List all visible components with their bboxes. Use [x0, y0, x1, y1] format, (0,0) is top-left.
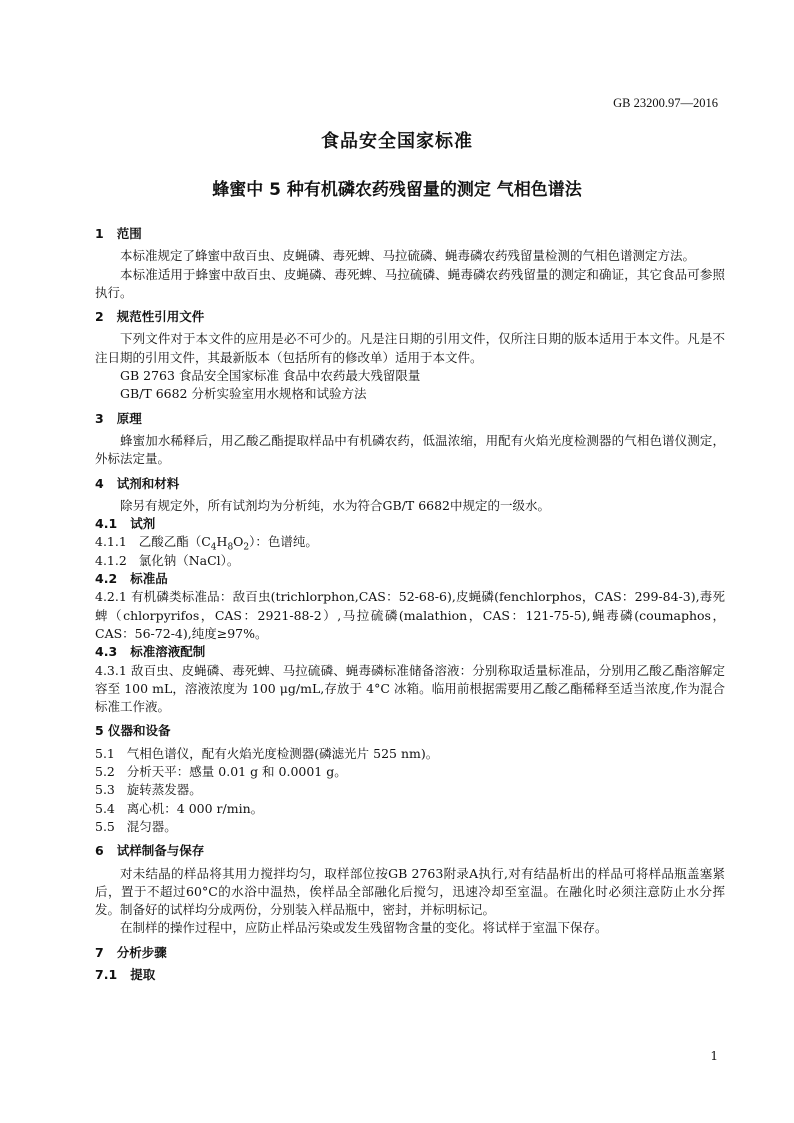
standard-code: GB 23200.97—2016 [613, 96, 718, 110]
document-body [95, 219, 725, 984]
reagent-item-nacl: 4.1.2 氯化钠（NaCl）。 [95, 552, 240, 568]
apparatus-item: 5.3 旋转蒸发器。 [95, 782, 202, 798]
section-heading-scope: 1 范围 [95, 226, 142, 241]
reagents-paragraph: 除另有规定外，所有试剂均为分析纯，水为符合GB/T 6682中规定的一级水。 [120, 497, 551, 513]
page-title: 食品安全国家标准 [321, 131, 473, 152]
subsection-heading-solutions: 4.3 标准溶液配制 [95, 644, 206, 660]
section-heading-reagents: 4 试剂和材料 [95, 475, 180, 491]
section-heading-analysis: 7 分析步骤 [95, 944, 167, 960]
sample-prep-paragraph-1: 对未结晶的样品将其用力搅拌均匀，取样部位按GB 2763附录A执行,对有结晶析出的样品可将样品瓶盖塞紧后，置于不超过60°C的水浴中温热，俟样品全部融化后搅匀，迅速冷却至室温。在融化时必须注意防止水分挥发。制备好的试样均分成两份，分别装入样品瓶中，密封，并标明标记。 [95, 865, 725, 918]
solutions-item: 4.3.1 敌百虫、皮蝇磷、毒死蜱、马拉硫磷、蝇毒磷标准储备溶液：分别称取适量标准品，分别用乙酸乙酯溶解定容至 100 mL，溶液浓度为 100 μg/mL,存放于 4°C 冰箱。临用前根据需要用乙酸乙酯稀释至适当浓度,作为混合标准工作液。 [95, 662, 725, 715]
apparatus-item: 5.2 分析天平：感量 0.01 g 和 0.0001 g。 [95, 764, 347, 780]
scope-paragraph-1: 本标准规定了蜂蜜中敌百虫、皮蝇磷、毒死蜱、马拉硫磷、蝇毒磷农药残留量检测的气相色谱测定方法。 [120, 248, 696, 264]
section-heading-apparatus: 5 仪器和设备 [95, 723, 171, 739]
principle-paragraph: 蜂蜜加水稀释后，用乙酸乙酯提取样品中有机磷农药，低温浓缩，用配有火焰光度检测器的气相色谱仪测定，外标法定量。 [95, 432, 725, 467]
reference-item: GB/T 6682 分析实验室用水规格和试验方法 [120, 386, 367, 402]
reagent-item-ethyl-acetate: 4.1.1 乙酸乙酯$(C_4H_8O_2)$：色谱纯。 [95, 534, 318, 553]
section-heading-references: 2 规范性引用文件 [95, 309, 205, 325]
subsection-heading-reagents: 4.1 试剂 [95, 516, 156, 532]
section-heading-sample-prep: 6 试样制备与保存 [95, 843, 205, 859]
scope-paragraph-2: 本标准适用于蜂蜜中敌百虫、皮蝇磷、毒死蜱、马拉硫磷、蝇毒磷农药残留量的测定和确证，其它食品可参照执行。 [95, 266, 725, 300]
sample-prep-paragraph-2: 在制样的操作过程中，应防止样品污染或发生残留物含量的变化。将试样于室温下保存。 [120, 920, 608, 936]
page-number: 1 [710, 1049, 718, 1063]
apparatus-item: 5.1 气相色谱仪，配有火焰光度检测器(磷滤光片 525 nm)。 [95, 745, 439, 761]
apparatus-item: 5.4 离心机：4 000 r/min。 [95, 800, 264, 816]
section-heading-principle: 3 原理 [95, 410, 142, 426]
document-subtitle: 蜂蜜中 5 种有机磷农药残留量的测定 气相色谱法 [212, 180, 582, 200]
apparatus-item: 5.5 混匀器。 [95, 818, 177, 834]
subsection-heading-extraction: 7.1 提取 [95, 966, 156, 982]
standards-item: 4.2.1 有机磷类标准品：敌百虫(trichlorphon,CAS：52-68-6),皮蝇磷(fenchlorphos，CAS：299-84-3),毒死蜱（chlorpyrifos，CAS：2921-88-2）,马拉硫磷(malathion，CAS：121-75-5),蝇毒磷(coumaphos，CAS：56-72-4),纯度≥97%。 [95, 589, 725, 641]
subsection-heading-standards: 4.2 标准品 [95, 571, 168, 587]
reference-item: GB 2763 食品安全国家标准 食品中农药最大残留限量 [120, 368, 421, 384]
references-paragraph: 下列文件对于本文件的应用是必不可少的。凡是注日期的引用文件，仅所注日期的版本适用于本文件。凡是不注日期的引用文件，其最新版本（包括所有的修改单）适用于本文件。 [95, 331, 725, 365]
